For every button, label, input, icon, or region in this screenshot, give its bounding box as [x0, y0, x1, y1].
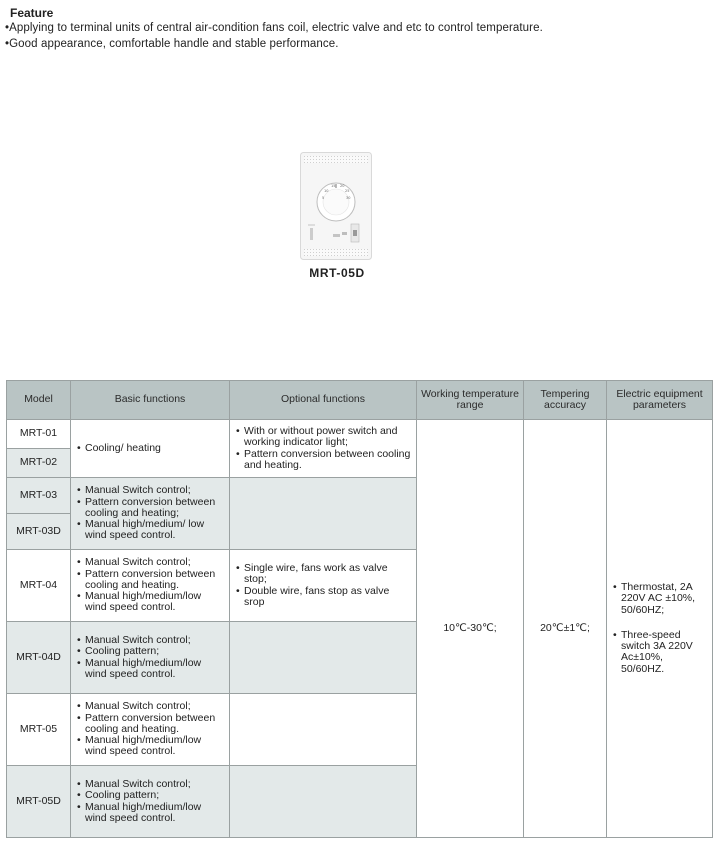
optional-functions-cell	[230, 622, 417, 694]
thermostat-image	[300, 152, 372, 260]
optional-functions-cell	[230, 694, 417, 766]
list-item: • Pattern conversion between cooling and heating.	[236, 449, 412, 472]
header-optional-functions: Optional functions	[230, 381, 417, 420]
header-basic-functions: Basic functions	[71, 381, 230, 420]
list-item: • Pattern conversion between cooling and heating;	[77, 497, 225, 520]
optional-functions-cell	[230, 420, 417, 478]
basic-functions-cell	[71, 420, 230, 478]
list-item: • Manual high/medium/low wind speed control.	[77, 591, 225, 614]
model-cell: MRT-03D	[7, 514, 71, 550]
working-temperature-range-cell: 10℃-30℃;	[417, 420, 524, 838]
list-item: • Manual high/medium/low wind speed control.	[77, 658, 225, 681]
electric-parameters-cell	[607, 420, 713, 838]
header-electric-parameters: Electric equipment parameters	[607, 381, 713, 420]
optional-functions-cell	[230, 550, 417, 622]
feature-line-2: •Good appearance, comfortable handle and stable performance.	[5, 38, 339, 50]
list-item: • Manual Switch control;	[77, 779, 225, 790]
list-item: • Single wire, fans work as valve stop;	[236, 563, 412, 586]
list-item: • Thermostat, 2A 220V AC ±10%, 50/60HZ;	[613, 582, 708, 616]
optional-functions-cell	[230, 766, 417, 838]
list-item: • Three-speed switch 3A 220V Ac±10%, 50/60HZ.	[613, 630, 708, 675]
dial-label: 5	[322, 196, 325, 200]
model-cell: MRT-01	[7, 420, 71, 449]
table-row	[7, 420, 713, 449]
model-cell: MRT-03	[7, 478, 71, 514]
list-item: • Manual high/medium/ low wind speed control.	[77, 519, 225, 542]
optional-functions-cell	[230, 478, 417, 550]
table-header-row	[7, 381, 713, 420]
list-item: • Pattern conversion between cooling and heating.	[77, 713, 225, 736]
list-item: • Manual high/medium/low wind speed control.	[77, 735, 225, 758]
spec-table	[6, 380, 713, 838]
header-working-temperature-range: Working temperature range	[417, 381, 524, 420]
model-cell: MRT-05	[7, 694, 71, 766]
basic-functions-cell	[71, 766, 230, 838]
list-item: • Cooling pattern;	[77, 646, 225, 657]
model-cell: MRT-04	[7, 550, 71, 622]
header-tempering-accuracy: Tempering accuracy	[524, 381, 607, 420]
list-item: • Manual Switch control;	[77, 701, 225, 712]
tempering-accuracy-cell: 20℃±1℃;	[524, 420, 607, 838]
basic-functions-cell	[71, 550, 230, 622]
list-item: • Manual Switch control;	[77, 635, 225, 646]
model-cell: MRT-04D	[7, 622, 71, 694]
product-model-caption: MRT-05D	[309, 266, 365, 280]
list-item: • With or without power switch and working indicator light;	[236, 426, 412, 449]
feature-line-1: •Applying to terminal units of central air-condition fans coil, electric valve and etc to control temperature.	[5, 22, 543, 34]
list-item: • Double wire, fans stop as valve srop	[236, 586, 412, 609]
list-item: • Pattern conversion between cooling and heating.	[77, 569, 225, 592]
basic-functions-cell	[71, 694, 230, 766]
list-item: • Cooling/ heating	[77, 443, 225, 454]
list-item: • Manual high/medium/low wind speed control.	[77, 802, 225, 825]
dial-label: 20	[340, 184, 345, 188]
model-cell: MRT-05D	[7, 766, 71, 838]
dial-label: 10	[324, 189, 329, 193]
model-cell: MRT-02	[7, 449, 71, 478]
dial-label: 30	[346, 196, 351, 200]
basic-functions-cell	[71, 622, 230, 694]
list-item: • Manual Switch control;	[77, 557, 225, 568]
feature-title: Feature	[10, 6, 54, 20]
dial-label: 15	[331, 184, 336, 188]
list-item: • Cooling pattern;	[77, 790, 225, 801]
dial-label: 25	[345, 189, 350, 193]
header-model: Model	[7, 381, 71, 420]
list-item: • Manual Switch control;	[77, 485, 225, 496]
basic-functions-cell	[71, 478, 230, 550]
